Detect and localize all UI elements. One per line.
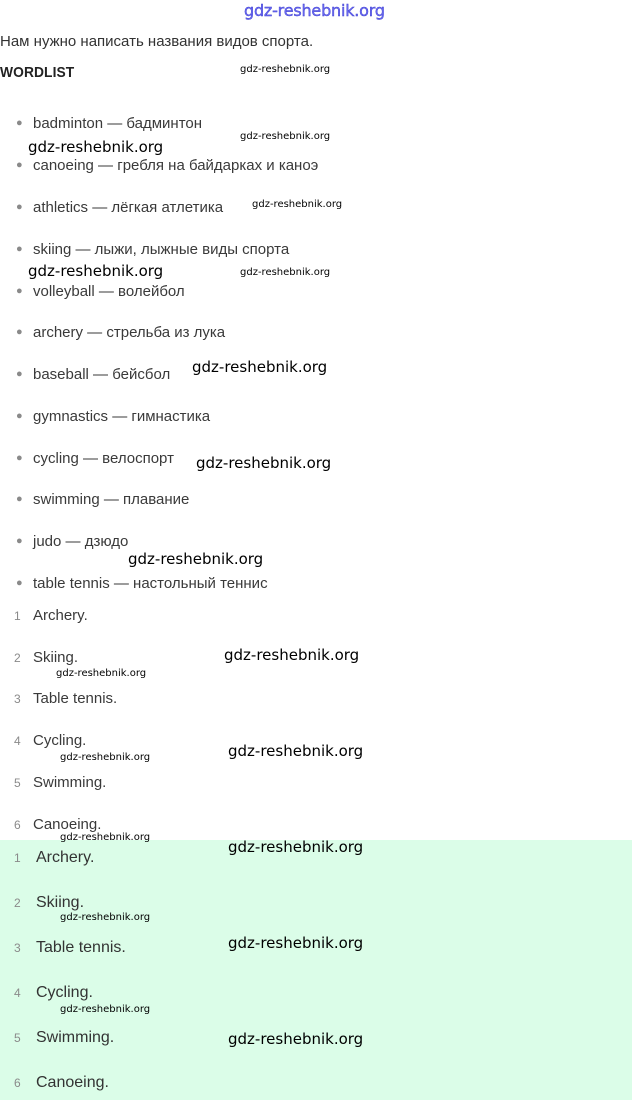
watermark: gdz-reshebnik.org <box>228 742 364 760</box>
answer-item: 2 Skiing. <box>14 649 79 666</box>
bullet-icon: ● <box>16 159 23 171</box>
answer-box-item: 1 Archery. <box>14 849 95 866</box>
answer-box-item: 6 Canoeing. <box>14 1074 109 1091</box>
watermark: gdz-reshebnik.org <box>128 550 264 568</box>
watermark: gdz-reshebnik.org <box>60 1004 151 1015</box>
intro-text: Нам нужно написать названия видов спорта. <box>0 33 314 50</box>
list-item: ● skiing — лыжи, лыжные виды спорта <box>16 241 290 258</box>
answer-item: 6 Canoeing. <box>14 816 102 833</box>
answer-box-item: 3 Table tennis. <box>14 939 126 956</box>
answer-item: 3 Table tennis. <box>14 690 118 707</box>
bullet-icon: ● <box>16 326 23 338</box>
answer-item: 4 Cycling. <box>14 732 87 749</box>
list-item: ● baseball — бейсбол <box>16 366 171 383</box>
wordlist-heading: WORDLIST <box>0 64 75 81</box>
answer-item: 1 Archery. <box>14 607 88 624</box>
watermark: gdz-reshebnik.org <box>28 138 164 156</box>
list-item: ● swimming — плавание <box>16 491 190 508</box>
answer-item: 5 Swimming. <box>14 774 107 791</box>
watermark: gdz-reshebnik.org <box>228 838 364 856</box>
bullet-icon: ● <box>16 452 23 464</box>
bullet-icon: ● <box>16 535 23 547</box>
watermark: gdz-reshebnik.org <box>60 832 151 843</box>
answer-box-item: 5 Swimming. <box>14 1029 115 1046</box>
list-item: ● gymnastics — гимнастика <box>16 408 211 425</box>
list-item: ● table tennis — настольный теннис <box>16 575 268 592</box>
watermark: gdz-reshebnik.org <box>228 934 364 952</box>
watermark: gdz-reshebnik.org <box>240 64 331 75</box>
watermark: gdz-reshebnik.org <box>60 912 151 923</box>
list-item: ● judo — дзюдо <box>16 533 129 550</box>
bullet-icon: ● <box>16 410 23 422</box>
site-header-link[interactable]: gdz-reshebnik.org <box>244 1 385 20</box>
watermark: gdz-reshebnik.org <box>240 267 331 278</box>
list-item: ● canoeing — гребля на байдарках и каноэ <box>16 157 319 174</box>
bullet-icon: ● <box>16 201 23 213</box>
watermark: gdz-reshebnik.org <box>228 1030 364 1048</box>
answer-box <box>0 840 632 1100</box>
answer-box-item: 4 Cycling. <box>14 984 93 1001</box>
watermark: gdz-reshebnik.org <box>224 646 360 664</box>
watermark: gdz-reshebnik.org <box>196 454 332 472</box>
list-item: ● cycling — велоспорт <box>16 450 174 467</box>
list-item: ● badminton — бадминтон <box>16 115 203 132</box>
bullet-icon: ● <box>16 577 23 589</box>
watermark: gdz-reshebnik.org <box>192 358 328 376</box>
bullet-icon: ● <box>16 285 23 297</box>
watermark: gdz-reshebnik.org <box>60 752 151 763</box>
bullet-icon: ● <box>16 493 23 505</box>
watermark: gdz-reshebnik.org <box>56 668 147 679</box>
watermark: gdz-reshebnik.org <box>252 199 343 210</box>
answer-box-item: 2 Skiing. <box>14 894 85 911</box>
list-item: ● athletics — лёгкая атлетика <box>16 199 224 216</box>
watermark: gdz-reshebnik.org <box>240 131 331 142</box>
bullet-icon: ● <box>16 368 23 380</box>
list-item: ● volleyball — волейбол <box>16 283 185 300</box>
watermark: gdz-reshebnik.org <box>28 262 164 280</box>
bullet-icon: ● <box>16 117 23 129</box>
bullet-icon: ● <box>16 243 23 255</box>
list-item: ● archery — стрельба из лука <box>16 324 226 341</box>
